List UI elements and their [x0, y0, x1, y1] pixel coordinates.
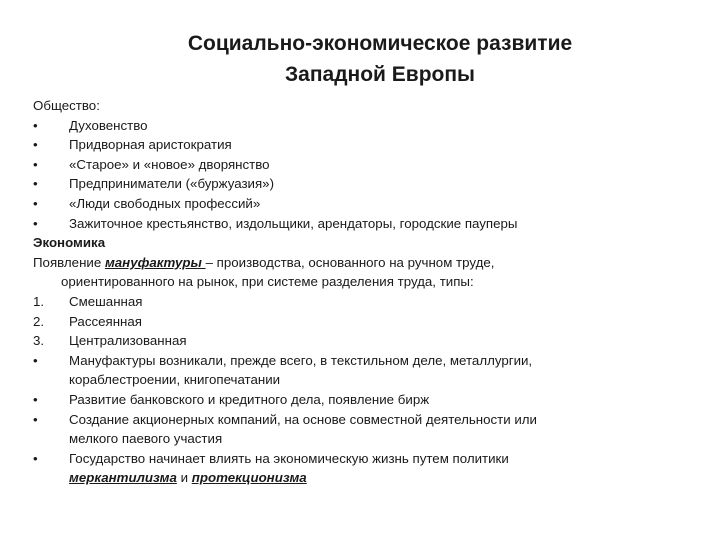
title-line-1: Социально-экономическое развитие — [187, 32, 573, 55]
fact-line: Создание акционерных компаний, на основе совместной деятельности или — [69, 411, 537, 427]
policy-conj: и — [176, 470, 192, 486]
fact-line: Мануфактуры возникали, прежде всего, в текстильном деле, металлургии, — [69, 352, 533, 368]
manufacture-type-item — [33, 292, 673, 312]
manufacture-intro-continued: ориентированного на рынок, при системе разделения труда, типы: — [61, 274, 474, 290]
bullet-marker: • — [33, 117, 38, 133]
fact-item-policy — [33, 449, 673, 488]
economy-facts-list — [33, 351, 673, 449]
intro-rest: – производства, основанного на ручном труде, — [205, 254, 495, 270]
bullet-marker: • — [33, 156, 38, 172]
fact-text — [69, 351, 673, 390]
society-item-label: «Старое» и «новое» дворянство — [69, 156, 270, 172]
fact-text — [69, 410, 673, 449]
economy-heading: Экономика — [33, 235, 106, 251]
slide-content — [33, 96, 673, 488]
bullet-marker: • — [33, 411, 38, 427]
fact-line: мелкого паевого участия — [69, 431, 223, 447]
society-item-label: Духовенство — [69, 117, 148, 133]
fact-item — [33, 351, 673, 390]
manufacture-types-list — [33, 292, 673, 351]
protectionism-term: протекционизма — [191, 470, 307, 486]
society-item — [33, 194, 673, 214]
society-item — [33, 174, 673, 194]
society-item-label: «Люди свободных профессий» — [69, 195, 261, 211]
bullet-marker: • — [33, 391, 38, 407]
society-item-label: Придворная аристократия — [69, 137, 232, 153]
manufacture-type-item — [33, 312, 673, 332]
society-list — [33, 116, 673, 234]
bullet-marker: • — [33, 352, 38, 368]
bullet-marker: • — [33, 450, 38, 466]
mercantilism-term: меркантилизма — [69, 470, 177, 486]
bullet-marker: • — [33, 176, 38, 192]
bullet-marker: • — [33, 195, 38, 211]
manufacture-term: мануфактуры — [104, 254, 206, 270]
manufacture-type-item — [33, 331, 673, 351]
slide-title — [90, 28, 670, 90]
society-item — [33, 155, 673, 175]
bullet-marker: • — [33, 215, 38, 231]
manufacture-type-label: Рассеянная — [69, 313, 142, 329]
policy-text: Государство начинает влиять на экономическую жизнь путем политики — [69, 450, 509, 466]
fact-item — [33, 390, 673, 410]
fact-line: Развитие банковского и кредитного дела, появление бирж — [69, 391, 430, 407]
bullet-marker: • — [33, 137, 38, 153]
society-item-label: Предприниматели («буржуазия») — [69, 176, 275, 192]
manufacture-type-label: Централизованная — [69, 333, 187, 349]
policy-terms — [69, 468, 673, 488]
manufacture-type-label: Смешанная — [69, 293, 143, 309]
list-number: 1. — [33, 293, 45, 309]
title-line-2: Западной Европы — [285, 63, 475, 86]
list-number: 3. — [33, 333, 45, 349]
intro-prefix: Появление — [33, 254, 105, 270]
list-number: 2. — [33, 313, 45, 329]
society-item — [33, 135, 673, 155]
manufacture-intro — [33, 253, 673, 273]
fact-item — [33, 410, 673, 449]
society-item-label: Зажиточное крестьянство, издольщики, арендаторы, городские пауперы — [69, 215, 518, 231]
fact-text — [69, 390, 673, 410]
society-item — [33, 214, 673, 234]
fact-line: кораблестроении, книгопечатании — [69, 372, 281, 388]
society-item — [33, 116, 673, 136]
society-heading: Общество: — [33, 98, 100, 113]
